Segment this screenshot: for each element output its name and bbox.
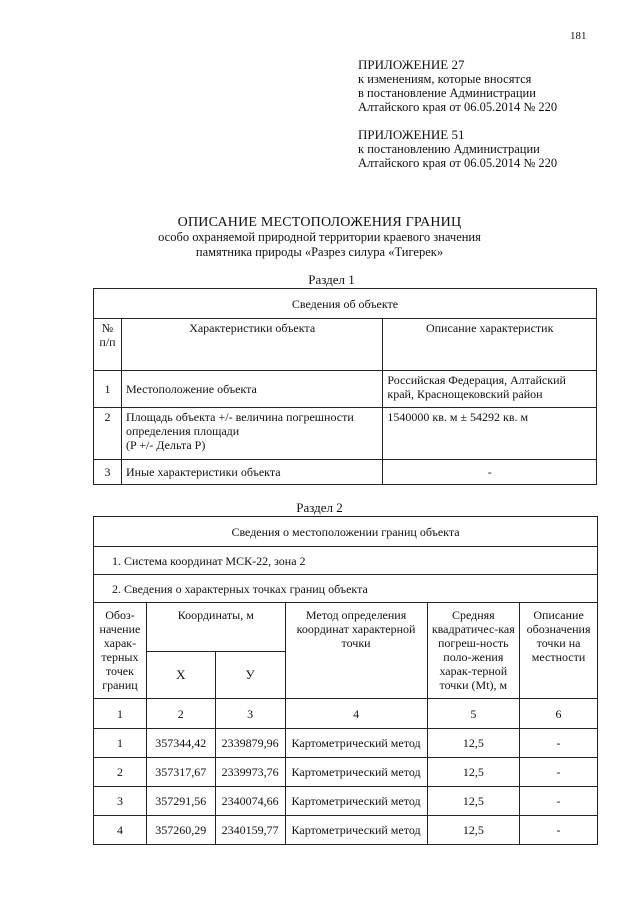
appendix-27-heading: ПРИЛОЖЕНИЕ 27 bbox=[358, 57, 465, 72]
point-description: - bbox=[520, 816, 598, 845]
appendix-27-line: в постановление Администрации bbox=[358, 86, 536, 100]
point-description: - bbox=[520, 758, 598, 787]
row-number: 1 bbox=[94, 371, 122, 408]
title-main: ОПИСАНИЕ МЕСТОПОЛОЖЕНИЯ ГРАНИЦ bbox=[177, 215, 462, 230]
column-header-number: № п/п bbox=[94, 319, 122, 371]
table-row bbox=[94, 460, 597, 485]
column-number: 4 bbox=[285, 699, 427, 729]
appendix-27-line: к изменениям, которые вносятся bbox=[358, 72, 532, 86]
page-number: 181 bbox=[570, 30, 587, 42]
point-y: 2340074,66 bbox=[215, 787, 285, 816]
row-characteristic bbox=[121, 408, 382, 460]
section-2-label: Раздел 2 bbox=[296, 500, 343, 515]
point-mt: 12,5 bbox=[427, 816, 520, 845]
column-number: 1 bbox=[94, 699, 147, 729]
appendix-51-line: Алтайского края от 06.05.2014 № 220 bbox=[358, 156, 558, 170]
column-number: 6 bbox=[520, 699, 598, 729]
point-description: - bbox=[520, 729, 598, 758]
point-method: Картометрический метод bbox=[285, 787, 427, 816]
table-row bbox=[94, 408, 597, 460]
point-id: 2 bbox=[94, 758, 147, 787]
row-number: 3 bbox=[94, 460, 122, 485]
point-method: Картометрический метод bbox=[285, 758, 427, 787]
point-id: 4 bbox=[94, 816, 147, 845]
column-header-coordinates: Координаты, м bbox=[146, 603, 285, 652]
document-title bbox=[0, 215, 639, 260]
table-row bbox=[94, 816, 598, 845]
column-header-location: Описание обозначения точки на местности bbox=[520, 603, 598, 699]
boundary-points-table bbox=[93, 516, 598, 845]
appendix-27-line: Алтайского края от 06.05.2014 № 220 bbox=[358, 100, 558, 114]
point-x: 357344,42 bbox=[146, 729, 215, 758]
boundary-points-caption: 2. Сведения о характерных точках границ объекта bbox=[94, 575, 598, 603]
appendix-51-line: к постановлению Администрации bbox=[358, 142, 540, 156]
row-characteristic-line: Площадь объекта +/- величина погрешности определения площади bbox=[125, 410, 354, 438]
point-y: 2340159,77 bbox=[215, 816, 285, 845]
column-header-y: У bbox=[215, 652, 285, 699]
point-description: - bbox=[520, 787, 598, 816]
column-header-point: Обоз-начение харак-терных точек границ bbox=[94, 603, 147, 699]
table-row bbox=[94, 371, 597, 408]
point-mt: 12,5 bbox=[427, 787, 520, 816]
point-mt: 12,5 bbox=[427, 758, 520, 787]
point-method: Картометрический метод bbox=[285, 729, 427, 758]
point-y: 2339879,96 bbox=[215, 729, 285, 758]
column-number: 2 bbox=[146, 699, 215, 729]
table-row bbox=[94, 729, 598, 758]
point-y: 2339973,76 bbox=[215, 758, 285, 787]
point-method: Картометрический метод bbox=[285, 816, 427, 845]
boundary-info-header: Сведения о местоположении границ объекта bbox=[94, 517, 598, 547]
row-description: - bbox=[383, 460, 597, 485]
section-1-label: Раздел 1 bbox=[308, 272, 355, 287]
point-mt: 12,5 bbox=[427, 729, 520, 758]
point-x: 357291,56 bbox=[146, 787, 215, 816]
row-description: 1540000 кв. м ± 54292 кв. м bbox=[383, 408, 597, 460]
appendix-51-block bbox=[358, 128, 557, 170]
point-x: 357260,29 bbox=[146, 816, 215, 845]
object-info-header: Сведения об объекте bbox=[94, 289, 597, 319]
row-characteristic-line: (P +/- Дельта P) bbox=[125, 438, 206, 452]
point-x: 357317,67 bbox=[146, 758, 215, 787]
table-row bbox=[94, 787, 598, 816]
column-header-mt: Средняя квадратичес-кая погреш-ность поло-жения харак-терной точки (Mt), м bbox=[427, 603, 520, 699]
appendix-27-block bbox=[358, 58, 557, 114]
column-header-characteristic: Характеристики объекта bbox=[121, 319, 382, 371]
object-info-table bbox=[93, 288, 597, 485]
table-row bbox=[94, 758, 598, 787]
column-header-method: Метод определения координат характерной точки bbox=[285, 603, 427, 699]
column-header-description: Описание характеристик bbox=[383, 319, 597, 371]
appendix-51-heading: ПРИЛОЖЕНИЕ 51 bbox=[358, 127, 465, 142]
point-id: 3 bbox=[94, 787, 147, 816]
column-number: 3 bbox=[215, 699, 285, 729]
point-id: 1 bbox=[94, 729, 147, 758]
coordinate-system-line: 1. Система координат МСК-22, зона 2 bbox=[94, 547, 598, 575]
title-subtitle-1: особо охраняемой природной территории краевого значения bbox=[158, 230, 481, 244]
column-header-x: X bbox=[146, 652, 215, 699]
row-characteristic: Иные характеристики объекта bbox=[121, 460, 382, 485]
row-description: Российская Федерация, Алтайский край, Краснощековский район bbox=[383, 371, 597, 408]
row-number: 2 bbox=[94, 408, 122, 460]
row-characteristic: Местоположение объекта bbox=[121, 371, 382, 408]
column-number: 5 bbox=[427, 699, 520, 729]
title-subtitle-2: памятника природы «Разрез силура «Тигерек» bbox=[195, 245, 444, 259]
